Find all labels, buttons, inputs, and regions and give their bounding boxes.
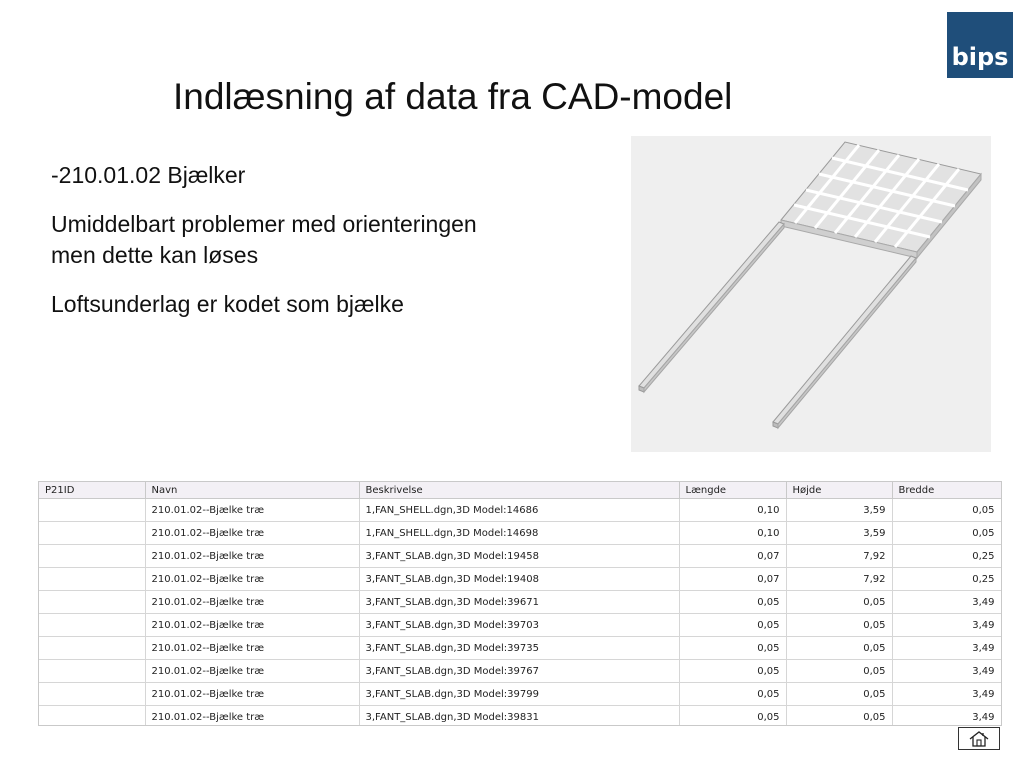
column-header-bredde[interactable]: Bredde [892, 482, 1001, 499]
cell-hojde: 7,92 [786, 545, 892, 568]
table-header-row [39, 482, 1001, 499]
data-grid [38, 481, 1002, 726]
cell-beskrivelse: 3,FANT_SLAB.dgn,3D Model:39735 [359, 637, 679, 660]
cell-p21id [39, 591, 145, 614]
cell-hojde: 0,05 [786, 591, 892, 614]
cell-laengde: 0,07 [679, 568, 786, 591]
cell-p21id [39, 637, 145, 660]
bullet-list [51, 160, 521, 338]
bullet-item: Umiddelbart problemer med orienteringen men dette kan løses [51, 211, 477, 268]
cell-navn: 210.01.02--Bjælke træ [145, 614, 359, 637]
cell-navn: 210.01.02--Bjælke træ [145, 660, 359, 683]
bips-logo [947, 12, 1013, 78]
cell-laengde: 0,05 [679, 614, 786, 637]
home-icon [968, 730, 990, 748]
cell-p21id [39, 545, 145, 568]
cell-beskrivelse: 3,FANT_SLAB.dgn,3D Model:39767 [359, 660, 679, 683]
table-row[interactable] [39, 660, 1001, 683]
cell-beskrivelse: 3,FANT_SLAB.dgn,3D Model:39671 [359, 591, 679, 614]
cell-laengde: 0,10 [679, 522, 786, 545]
cell-navn: 210.01.02--Bjælke træ [145, 499, 359, 522]
home-button[interactable] [958, 727, 1000, 750]
column-header-hojde[interactable]: Højde [786, 482, 892, 499]
bullet-item: Loftsunderlag er kodet som bjælke [51, 291, 404, 317]
cell-bredde: 0,25 [892, 545, 1001, 568]
cell-navn: 210.01.02--Bjælke træ [145, 591, 359, 614]
cell-beskrivelse: 3,FANT_SLAB.dgn,3D Model:19408 [359, 568, 679, 591]
cell-beskrivelse: 3,FANT_SLAB.dgn,3D Model:39799 [359, 683, 679, 706]
cell-beskrivelse: 3,FANT_SLAB.dgn,3D Model:39703 [359, 614, 679, 637]
cad-model-image [631, 136, 991, 452]
cell-beskrivelse: 1,FAN_SHELL.dgn,3D Model:14686 [359, 499, 679, 522]
cell-p21id [39, 660, 145, 683]
cell-navn: 210.01.02--Bjælke træ [145, 637, 359, 660]
cell-navn: 210.01.02--Bjælke træ [145, 522, 359, 545]
cell-laengde: 0,05 [679, 637, 786, 660]
cell-bredde: 3,49 [892, 637, 1001, 660]
cell-laengde: 0,05 [679, 591, 786, 614]
logo-text: bips [951, 43, 1009, 71]
cad-model-render [631, 136, 991, 452]
column-header-laengde[interactable]: Længde [679, 482, 786, 499]
cell-bredde: 0,05 [892, 499, 1001, 522]
slide-title: Indlæsning af data fra CAD-model [173, 76, 733, 117]
cell-hojde: 0,05 [786, 660, 892, 683]
cell-laengde: 0,05 [679, 706, 786, 727]
cell-p21id [39, 683, 145, 706]
cell-beskrivelse: 3,FANT_SLAB.dgn,3D Model:19458 [359, 545, 679, 568]
table-row[interactable] [39, 637, 1001, 660]
cell-beskrivelse: 1,FAN_SHELL.dgn,3D Model:14698 [359, 522, 679, 545]
cell-bredde: 3,49 [892, 591, 1001, 614]
cell-hojde: 3,59 [786, 522, 892, 545]
cell-navn: 210.01.02--Bjælke træ [145, 568, 359, 591]
cell-bredde: 3,49 [892, 683, 1001, 706]
cell-bredde: 3,49 [892, 660, 1001, 683]
column-header-navn[interactable]: Navn [145, 482, 359, 499]
cell-beskrivelse: 3,FANT_SLAB.dgn,3D Model:39831 [359, 706, 679, 727]
cell-hojde: 0,05 [786, 637, 892, 660]
cell-bredde: 3,49 [892, 614, 1001, 637]
cell-p21id [39, 568, 145, 591]
cell-p21id [39, 499, 145, 522]
bullet-item: -210.01.02 Bjælker [51, 162, 246, 188]
cell-navn: 210.01.02--Bjælke træ [145, 683, 359, 706]
table-row[interactable] [39, 614, 1001, 637]
cell-hojde: 0,05 [786, 614, 892, 637]
cell-p21id [39, 706, 145, 727]
cell-bredde: 0,25 [892, 568, 1001, 591]
cell-bredde: 0,05 [892, 522, 1001, 545]
table-row[interactable] [39, 568, 1001, 591]
table-row[interactable] [39, 522, 1001, 545]
cell-laengde: 0,05 [679, 683, 786, 706]
column-header-beskrivelse[interactable]: Beskrivelse [359, 482, 679, 499]
cell-bredde: 3,49 [892, 706, 1001, 727]
cell-laengde: 0,07 [679, 545, 786, 568]
table-row[interactable] [39, 591, 1001, 614]
cell-navn: 210.01.02--Bjælke træ [145, 545, 359, 568]
cell-laengde: 0,05 [679, 660, 786, 683]
table-row[interactable] [39, 706, 1001, 727]
cell-hojde: 0,05 [786, 706, 892, 727]
cell-hojde: 0,05 [786, 683, 892, 706]
table-row[interactable] [39, 545, 1001, 568]
column-header-p21id[interactable]: P21ID [39, 482, 145, 499]
cell-hojde: 3,59 [786, 499, 892, 522]
cell-navn: 210.01.02--Bjælke træ [145, 706, 359, 727]
cell-p21id [39, 522, 145, 545]
cell-p21id [39, 614, 145, 637]
table-row[interactable] [39, 499, 1001, 522]
cell-laengde: 0,10 [679, 499, 786, 522]
table-row[interactable] [39, 683, 1001, 706]
cell-hojde: 7,92 [786, 568, 892, 591]
element-table [39, 482, 1002, 726]
